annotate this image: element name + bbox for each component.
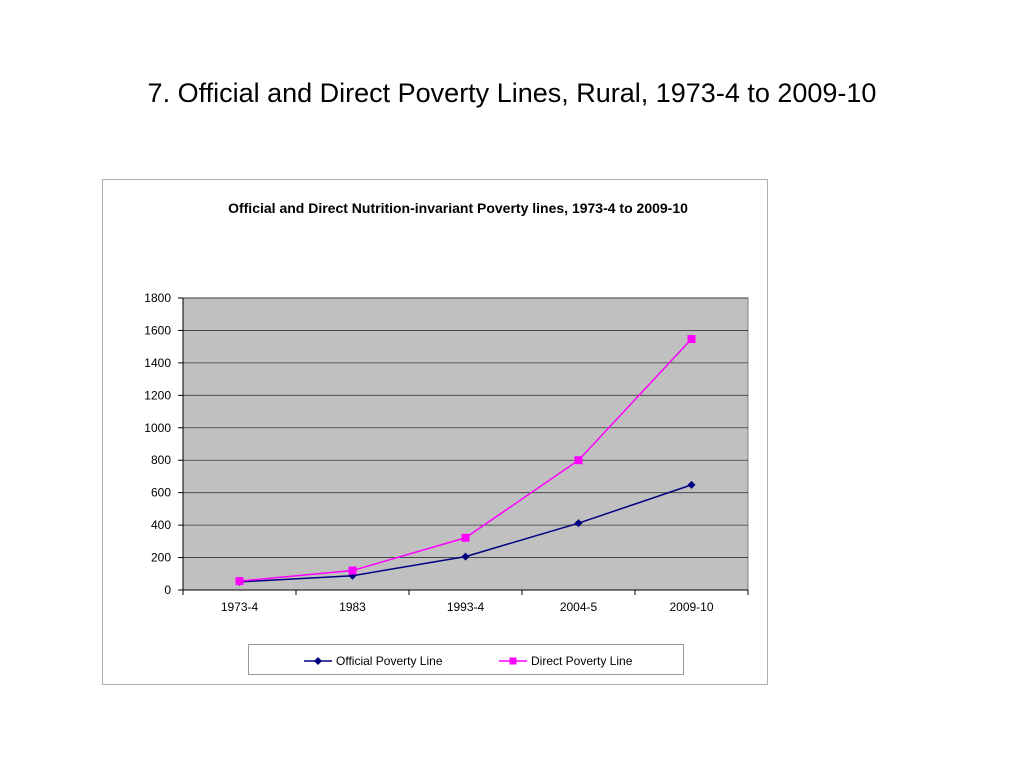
legend-item-direct <box>499 645 632 676</box>
data-point-2 <box>688 335 696 343</box>
y-tick-label: 1000 <box>144 420 171 435</box>
data-point-2 <box>575 456 583 464</box>
y-tick-label: 200 <box>150 550 171 565</box>
legend-item-official <box>304 645 443 676</box>
slide-title: 7. Official and Direct Poverty Lines, Rural, 1973-4 to 2009-10 <box>147 78 877 108</box>
y-tick-label: 1200 <box>144 388 171 403</box>
y-tick-label: 1800 <box>144 291 171 305</box>
y-tick-label: 800 <box>150 453 171 468</box>
legend-marker-official <box>304 656 332 666</box>
plot-area <box>183 298 748 590</box>
data-point-2 <box>462 534 470 542</box>
chart-legend <box>248 644 684 675</box>
chart-title: Official and Direct Nutrition-invariant Poverty lines, 1973-4 to 2009-10 <box>228 200 688 216</box>
x-tick-label: 2009-10 <box>669 600 714 614</box>
y-tick-label: 400 <box>150 518 171 533</box>
x-tick-label: 1983 <box>339 600 366 614</box>
legend-label-direct: Direct Poverty Line <box>531 653 633 668</box>
y-tick-label: 1600 <box>144 323 171 338</box>
data-point-2 <box>349 567 357 575</box>
data-point-2 <box>236 577 244 585</box>
x-tick-label: 1973-4 <box>220 600 259 614</box>
legend-marker-direct <box>499 656 527 666</box>
y-tick-label: 1400 <box>144 355 171 370</box>
legend-label-official: Official Poverty Line <box>336 653 443 668</box>
chart-container <box>102 179 768 685</box>
y-tick-label: 0 <box>164 583 171 597</box>
x-tick-label: 1993-4 <box>446 600 485 614</box>
y-tick-label: 600 <box>150 485 171 500</box>
x-tick-label: 2004-5 <box>559 600 598 614</box>
line-chart <box>103 180 769 686</box>
